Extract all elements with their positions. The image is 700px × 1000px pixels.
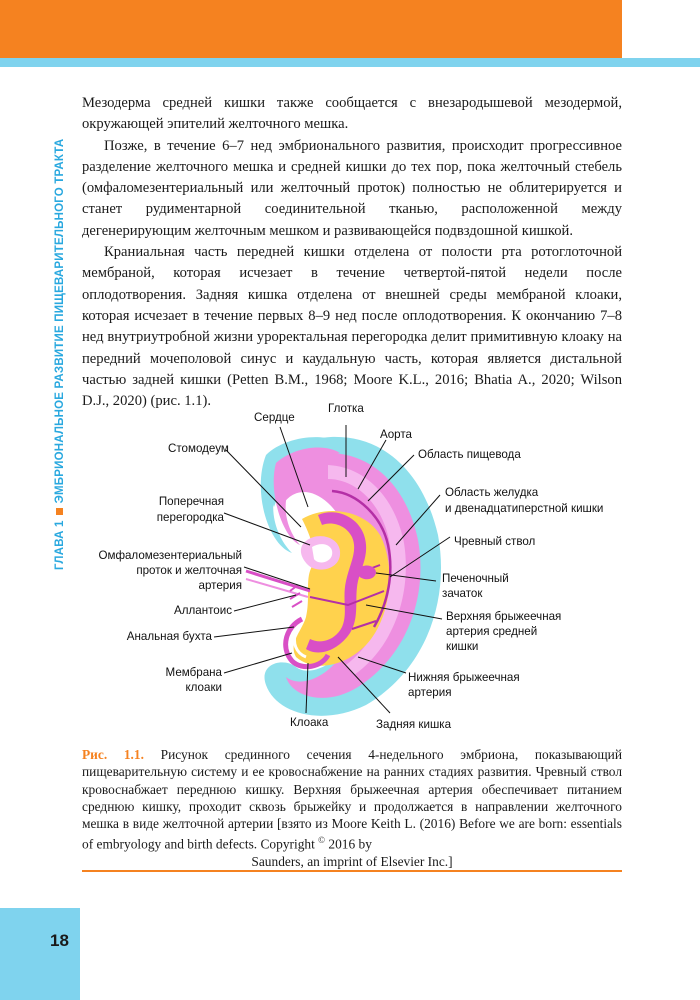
label-analnaya-bukhta: Анальная бухта [126,630,212,643]
label-oblast-pishchevoda: Область пищевода [418,448,521,461]
label-zadnyaya-kishka: Задняя кишка [376,718,452,731]
label-omfalo-1: Омфаломезентериальный [98,549,242,562]
label-aorta: Аорта [380,428,413,441]
liver-bud [358,566,376,580]
label-nizhnyaya-2: артерия [408,686,452,699]
body-text [82,93,622,412]
header-blue-stripe [0,58,700,67]
figure-caption [82,746,622,871]
label-allantois: Аллантоис [173,604,232,617]
label-glotka: Глотка [328,402,364,415]
label-peregorodka: перегородка [156,511,224,524]
header-orange-band [0,0,622,58]
copyright-symbol: © [318,835,326,846]
label-dvenadtsatiperstnoy: и двенадцатиперстной кишки [445,502,604,515]
label-verkhnyaya-3: кишки [446,640,479,653]
chapter-name: ЭМБРИОНАЛЬНОЕ РАЗВИТИЕ ПИЩЕВАРИТЕЛЬНОГО ТРАКТА [54,138,66,504]
label-kloaka: Клоака [290,716,329,729]
caption-label: Рис. 1.1. [82,747,144,762]
label-nizhnyaya-1: Нижняя брыжеечная [408,671,520,684]
embryo-figure [96,395,626,735]
paragraph-2: Позже, в течение 6–7 нед эмбрионального развития, происходит прогрессивное разделение желточного мешка и средней кишки до тех пор, пока желточный стебель (омфаломезентериальный или желточный проток) полностью не облитерируется и станет рудиментарной соединительной тканью, расположенной между дегенерирующим желточным мешком и развивающейся подвздошной кишкой. [82,137,622,239]
label-omfalo-3: артерия [198,579,242,592]
label-poperechnaya: Поперечная [158,495,224,508]
caption-last-line: Saunders, an imprint of Elsevier Inc.] [251,854,453,870]
label-omfalo-2: проток и желточная [136,564,242,577]
label-pechenochny-1: Печеночный [442,572,509,585]
square-bullet-icon [56,508,63,515]
caption-text: Рисунок срединного сечения 4-недельного эмбриона, показывающий пищеварительную систему и ее кровоснабжение на ранних стадиях развития. Чревный ствол кровоснабжает переднюю кишку. Верхняя брыжеечная артерия обеспечивает питанием среднюю кишку, проходит сквозь брыжейку и продолжается в направлении желточного мешка в виде желточной артерии [взято из Moore Keith L. (2016) Before we are born: essentials of embryology and birth defects. Copyright [82,747,622,852]
label-pechenochny-2: зачаток [442,587,483,600]
chapter-number: ГЛАВА 1 [54,520,66,570]
label-chrevny-stvol: Чревный ствол [454,535,536,548]
label-stomodeum: Стомодеум [168,442,229,455]
label-serdtse: Сердце [254,411,295,424]
paragraph-1: Мезодерма средней кишки также сообщается с внезародышевой мезодермой, окружающей эпителий желточного мешка. [82,95,622,133]
caption-rule [82,870,622,872]
label-verkhnyaya-1: Верхняя брыжеечная [446,610,562,623]
page-number: 18 [50,931,69,950]
label-oblast-zheludka: Область желудка [445,486,539,499]
page-number-box [0,908,80,1000]
label-membrana-1: Мембрана [165,666,222,679]
label-membrana-2: клоаки [185,681,222,694]
chapter-side-title [54,139,66,570]
paragraph-3: Краниальная часть передней кишки отделена от полости рта ротоглоточной мембраной, которая исчезает в течение четвертой-пятой недели после оплодотворения. Задняя кишка отделена от внешней среды мембраной клоаки, которая исчезает в течение первых 8–9 нед после оплодотворения. К окончанию 7–8 нед внутриутробной жизни уроректальная перегородка делит примитивную клоаку на передний мочеполовой синус и каудальную часть, которая является дистальной частью задней кишки (Petten B.M., 1968; Moore K.L., 2016; Bhatia A., 2020; Wilson D.J., 2020) (рис. 1.1). [82,244,622,410]
label-verkhnyaya-2: артерия средней [446,625,538,638]
caption-text-end: 2016 by [328,836,372,852]
